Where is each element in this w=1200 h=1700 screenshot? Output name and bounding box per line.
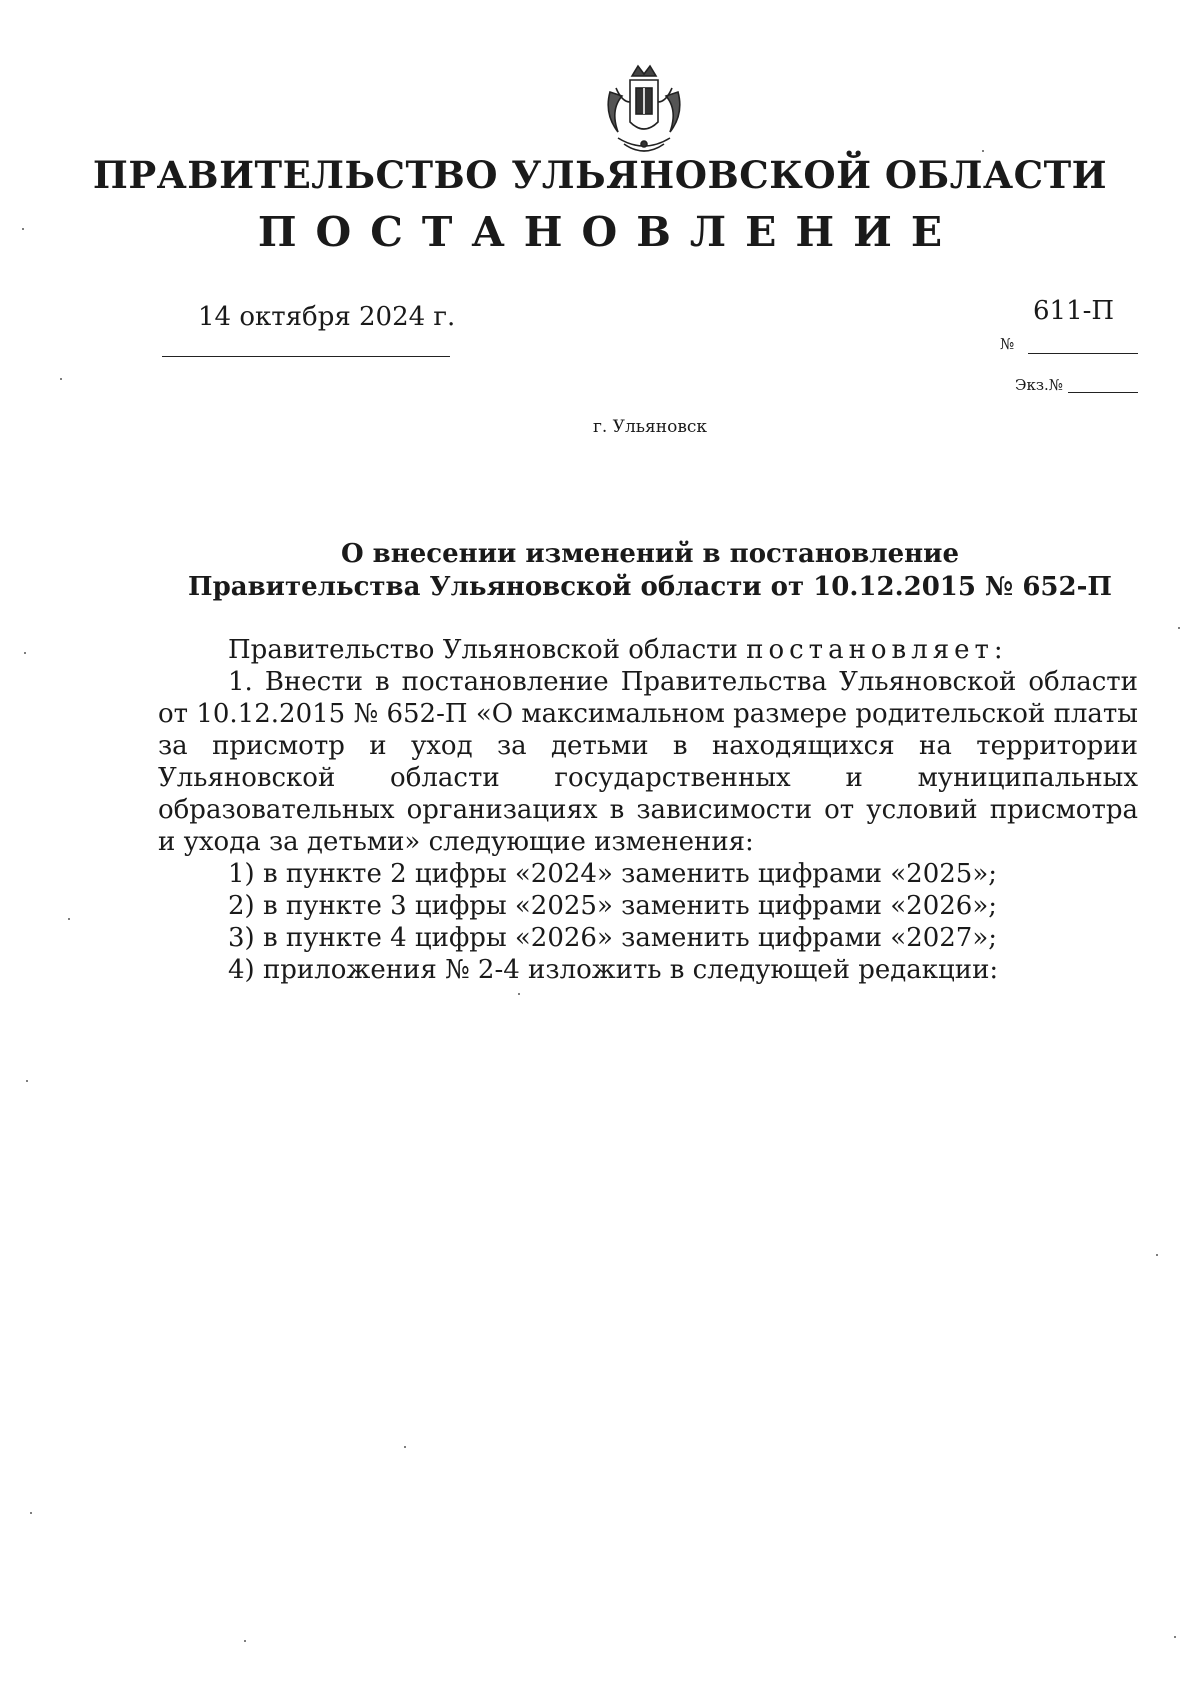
scan-speck: [30, 1512, 32, 1514]
scan-speck: [982, 150, 984, 152]
number-label: №: [1000, 335, 1015, 353]
document-subject: [0, 538, 1200, 604]
date-underline: [162, 356, 450, 357]
scan-speck: [1178, 627, 1180, 629]
subject-line-2: Правительства Ульяновской области от 10.12.2015 № 652-П: [188, 572, 1112, 602]
subitem-1: 1) в пункте 2 цифры «2024» заменить цифрами «2025»;: [228, 859, 998, 889]
intro-prefix: Правительство Ульяновской области: [228, 635, 738, 665]
coat-of-arms-emblem: [596, 62, 692, 160]
scan-speck: [24, 652, 26, 654]
scan-speck: [518, 993, 520, 995]
intro-verb: постановляет:: [746, 635, 1008, 665]
intro-paragraph: [158, 634, 1138, 666]
scan-speck: [244, 1640, 246, 1642]
scan-speck: [26, 1080, 28, 1082]
number-underline: [1028, 353, 1138, 354]
scan-speck: [1174, 1636, 1176, 1638]
scan-speck: [22, 228, 24, 230]
organization-title: ПРАВИТЕЛЬСТВО УЛЬЯНОВСКОЙ ОБЛАСТИ: [92, 153, 1108, 197]
subitem-4: 4) приложения № 2-4 изложить в следующей редакции:: [228, 955, 999, 985]
scan-speck: [1156, 1254, 1158, 1256]
city-name: г. Ульяновск: [592, 417, 708, 437]
subitem-2: 2) в пункте 3 цифры «2025» заменить цифрами «2026»;: [228, 891, 998, 921]
document-type-title: ПОСТАНОВЛЕНИЕ: [257, 208, 962, 256]
scan-speck: [68, 918, 70, 920]
scan-speck: [404, 1446, 406, 1448]
item-1-paragraph: 1. Внести в постановление Правительства Ульяновской области от 10.12.2015 № 652-П «О максимальном размере родительской платы за присмотр и уход за детьми в находящихся на территории Ульяновской области государственных и муниципальных образовательных организациях в зависимости от условий присмотра и ухода за детьми» следующие изменения:: [158, 667, 1138, 857]
document-number: 611-П: [1033, 296, 1115, 326]
copy-number-underline: [1068, 392, 1138, 393]
subject-line-1: О внесении изменений в постановление: [340, 539, 960, 569]
copy-number-label: Экз.№: [1015, 376, 1063, 394]
subitem-3: 3) в пункте 4 цифры «2026» заменить цифрами «2027»;: [228, 923, 998, 953]
document-date: 14 октября 2024 г.: [198, 302, 456, 332]
document-body: [158, 634, 1138, 986]
scan-speck: [60, 378, 62, 380]
